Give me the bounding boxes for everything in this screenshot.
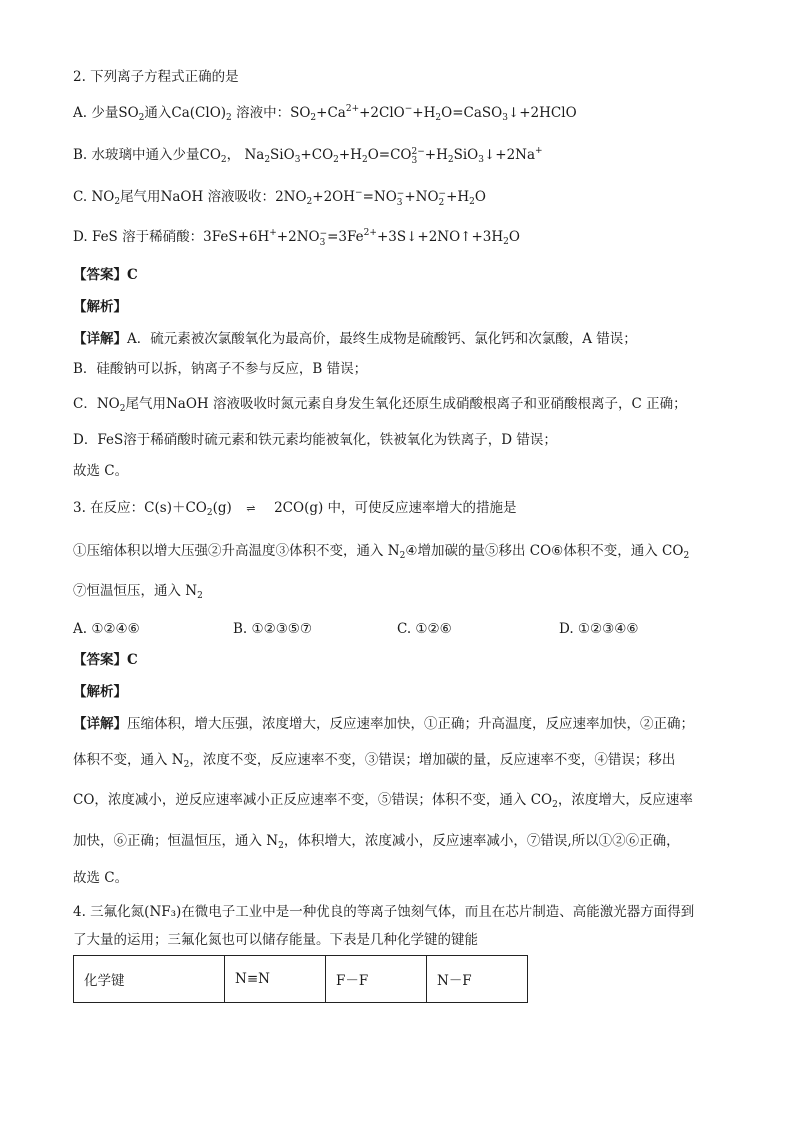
q3-list-line2: ⑦恒温恒压，通入 $N_2$ bbox=[73, 583, 203, 601]
q3-stem: 3. 在反应：$C(s)+CO_2(g)$ ⇌ 2CO(g) 中，可使反应速率增大的措施是 bbox=[73, 500, 517, 518]
table-cell: 化学键 bbox=[74, 956, 225, 1003]
q3-answer: 【答案】C bbox=[73, 652, 138, 668]
table-cell: N≡N bbox=[225, 956, 326, 1003]
q3-option-a: A. ①②④⑥ bbox=[73, 621, 140, 637]
q3-analysis-label: 【解析】 bbox=[73, 684, 127, 700]
q3-conclusion: 故选 C。 bbox=[73, 870, 129, 886]
bond-energy-table bbox=[73, 955, 528, 1003]
table-row bbox=[74, 956, 528, 1003]
q2-detail-a: 【详解】A．硫元素被次氯酸氧化为最高价，最终生成物是硫酸钙、氯化钙和次氯酸，A 错误； bbox=[73, 331, 637, 347]
q2-detail-b: B．硅酸钠可以拆，钠离子不参与反应，B 错误； bbox=[73, 361, 368, 377]
q2-conclusion: 故选 C。 bbox=[73, 463, 129, 479]
q2-option-a: A. 少量$SO_2$通入$Ca(ClO)_2$ 溶液中：$SO_2+Ca^{2+}+2ClO^-+H_2O=CaSO_3↓+2HClO$ bbox=[73, 104, 577, 123]
table-cell: N－F bbox=[427, 956, 528, 1003]
q2-answer: 【答案】C bbox=[73, 267, 138, 283]
q2-option-c: C. $NO_2$尾气用NaOH 溶液吸收：$2NO_2+2OH^-=NO$ − 3 +NO − 2 $+H_2O$ bbox=[73, 188, 486, 208]
q4-stem-line2: 了大量的运用；三氟化氮也可以储存能量。下表是几种化学键的键能 bbox=[73, 932, 478, 948]
q2-stem: 2. 下列离子方程式正确的是 bbox=[73, 69, 239, 85]
q3-detail-3: CO，浓度减小，逆反应速率减小正反应速率不变，⑤错误；体积不变，通入 $CO_2$，浓度增大，反应速率 bbox=[73, 792, 693, 810]
q3-list-line1: ①压缩体积以增大压强②升高温度③体积不变，通入 $N_2④$增加碳的量⑤移出 CO⑥体积不变，通入 $CO_2$ bbox=[73, 543, 690, 561]
q2-detail-d: D．FeS溶于稀硝酸时硫元素和铁元素均能被氧化，铁被氧化为铁离子，D 错误； bbox=[73, 432, 557, 448]
q2-detail-c: C．$NO_2$尾气用NaOH 溶液吸收时氮元素自身发生氧化还原生成硝酸根离子和亚硝酸根离子，C 正确； bbox=[73, 396, 687, 414]
equilibrium-arrow-icon: ⇌ bbox=[246, 502, 256, 515]
q2-option-b: B. 水玻璃中通入少量$CO_2$， $Na_2SiO_3+CO_2+H_2O=CO$ 2− 3 $+H_2SiO_3↓+2Na^+$ bbox=[73, 146, 543, 166]
q3-option-b: B. ①②③⑤⑦ bbox=[233, 621, 313, 637]
q3-detail-1: 【详解】压缩体积，增大压强，浓度增大，反应速率加快，①正确；升高温度，反应速率加快，②正确； bbox=[73, 716, 694, 732]
q2-analysis-label: 【解析】 bbox=[73, 299, 127, 315]
table-cell: F－F bbox=[326, 956, 427, 1003]
q3-detail-4: 加快，⑥正确；恒温恒压，通入 $N_2$，体积增大，浓度减小，反应速率减小，⑦错误,所以①②⑥正确， bbox=[73, 833, 680, 851]
q3-detail-2: 体积不变，通入 $N_2$，浓度不变，反应速率不变，③错误；增加碳的量，反应速率不变，④错误；移出 bbox=[73, 752, 676, 770]
q4-stem-line1: 4. 三氟化氮(NF₃)在微电子工业中是一种优良的等离子蚀刻气体，而且在芯片制造、高能激光器方面得到 bbox=[73, 904, 695, 920]
q2-option-d: D. FeS 溶于稀硝酸：3FeS+6H++2NO − 3 $=3Fe^{2+}+3S↓+2NO↑+3H_2O$ bbox=[73, 228, 520, 248]
q3-option-d: D. ①②③④⑥ bbox=[559, 621, 639, 637]
q3-option-c: C. ①②⑥ bbox=[397, 621, 452, 637]
